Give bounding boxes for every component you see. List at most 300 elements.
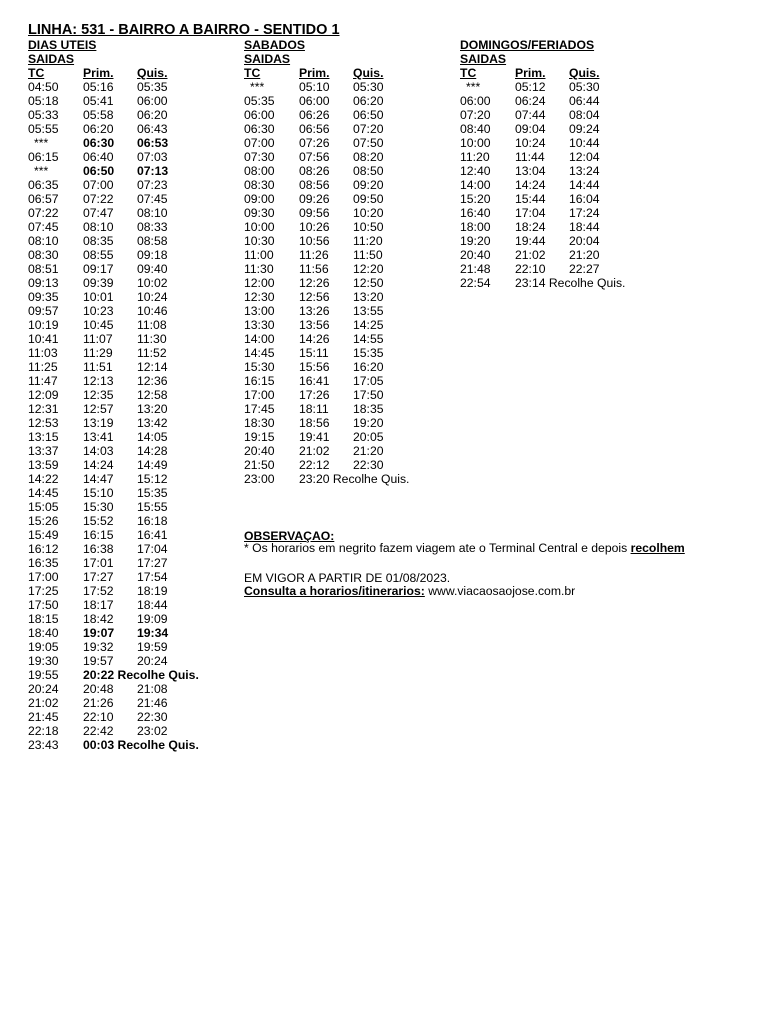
- prim-cell: 05:58: [83, 108, 114, 122]
- schedule-row: [244, 192, 384, 206]
- quis-cell: 10:02: [137, 276, 168, 290]
- quis-cell: 06:20: [137, 108, 168, 122]
- schedule-row: [460, 122, 600, 136]
- tc-cell: 06:00: [460, 94, 491, 108]
- tc-cell: 09:30: [244, 206, 275, 220]
- header-quis: Quis.: [137, 66, 168, 80]
- prim-cell: 21:02: [515, 248, 546, 262]
- schedule-row: [244, 444, 384, 458]
- prim-cell: 15:56: [299, 360, 330, 374]
- prim-cell: 22:12: [299, 458, 330, 472]
- quis-cell: 08:58: [137, 234, 168, 248]
- tc-cell: 15:30: [244, 360, 275, 374]
- tc-cell: 13:59: [28, 458, 59, 472]
- quis-cell: 17:24: [569, 206, 600, 220]
- prim-cell: 18:11: [299, 402, 329, 416]
- saidas-label: SAIDAS: [28, 52, 75, 66]
- quis-cell: 07:20: [353, 122, 384, 136]
- quis-cell: 17:04: [137, 542, 168, 556]
- tc-cell: 22:54: [460, 276, 491, 290]
- tc-cell: 23:43: [28, 738, 59, 752]
- tc-cell: 18:30: [244, 416, 275, 430]
- prim-cell: 21:26: [83, 696, 114, 710]
- quis-cell: 16:41: [137, 528, 168, 542]
- schedule-row: [28, 738, 199, 752]
- quis-cell: 19:09: [137, 612, 168, 626]
- header-tc: TC: [460, 66, 477, 80]
- quis-cell: 19:59: [137, 640, 168, 654]
- quis-cell: 15:35: [353, 346, 384, 360]
- prim-cell: 11:26: [299, 248, 329, 262]
- quis-cell: 14:55: [353, 332, 384, 346]
- schedule-row: [28, 290, 168, 304]
- prim-cell: 10:01: [83, 290, 114, 304]
- prim-cell: 15:11: [299, 346, 329, 360]
- tc-cell: 12:09: [28, 388, 59, 402]
- tc-cell: 17:00: [28, 570, 59, 584]
- schedule-row: [244, 402, 384, 416]
- tc-cell: 21:02: [28, 696, 59, 710]
- schedule-row: [460, 108, 600, 122]
- tc-cell: 15:20: [460, 192, 491, 206]
- tc-cell: 11:03: [28, 346, 58, 360]
- prim-cell: 11:07: [83, 332, 113, 346]
- schedule-row: [28, 206, 168, 220]
- schedule-row: [460, 262, 600, 276]
- header-prim: Prim.: [299, 66, 330, 80]
- tc-cell: 10:19: [28, 318, 59, 332]
- prim-cell: 07:47: [83, 206, 114, 220]
- tc-cell: 13:15: [28, 430, 59, 444]
- prim-cell: 12:13: [83, 374, 114, 388]
- schedule-rows: [244, 80, 410, 486]
- quis-cell: 22:30: [353, 458, 384, 472]
- tc-cell: 08:00: [244, 164, 275, 178]
- tc-cell: 17:00: [244, 388, 275, 402]
- prim-cell: 22:10: [515, 262, 546, 276]
- consulta-label: Consulta a horarios/itinerarios:: [244, 584, 425, 598]
- tc-cell: 09:57: [28, 304, 59, 318]
- quis-cell: 10:44: [569, 136, 600, 150]
- quis-cell: 21:08: [137, 682, 168, 696]
- prim-cell: 21:02: [299, 444, 330, 458]
- quis-cell: 13:20: [353, 290, 384, 304]
- prim-cell: 13:56: [299, 318, 330, 332]
- tc-cell: 04:50: [28, 80, 59, 94]
- quis-cell: 11:50: [353, 248, 383, 262]
- tc-cell: 13:30: [244, 318, 275, 332]
- prim-cell: 09:56: [299, 206, 330, 220]
- header-quis: Quis.: [353, 66, 384, 80]
- quis-cell: 08:10: [137, 206, 168, 220]
- schedule-row: [28, 528, 168, 542]
- schedule-row: [244, 80, 384, 94]
- schedule-row: [28, 570, 168, 584]
- prim-cell: 10:26: [299, 220, 330, 234]
- tc-cell: 05:33: [28, 108, 59, 122]
- tc-cell: 06:30: [244, 122, 275, 136]
- tc-cell: 21:50: [244, 458, 275, 472]
- prim-cell: 05:10: [299, 80, 330, 94]
- quis-cell: 17:50: [353, 388, 384, 402]
- schedule-row: [244, 388, 384, 402]
- schedule-row: [28, 304, 168, 318]
- quis-cell: 12:58: [137, 388, 168, 402]
- prim-cell: 05:41: [83, 94, 114, 108]
- quis-cell: 09:50: [353, 192, 384, 206]
- schedule-rows: [28, 80, 199, 752]
- quis-cell: 20:24: [137, 654, 168, 668]
- prim-cell: 17:27: [83, 570, 114, 584]
- prim-cell: 10:24: [515, 136, 546, 150]
- tc-cell: 10:41: [28, 332, 59, 346]
- prim-cell: 18:42: [83, 612, 114, 626]
- prim-cell: 18:24: [515, 220, 546, 234]
- schedule-row: [460, 234, 600, 248]
- prim-cell: 20:22 Recolhe Quis.: [83, 668, 199, 682]
- tc-cell: 12:30: [244, 290, 275, 304]
- tc-cell: ***: [250, 80, 265, 94]
- schedule-row: [28, 262, 168, 276]
- tc-cell: 19:30: [28, 654, 59, 668]
- schedule-row: [28, 654, 168, 668]
- schedule-row: [28, 486, 168, 500]
- prim-cell: 15:10: [83, 486, 114, 500]
- prim-cell: 15:52: [83, 514, 114, 528]
- quis-cell: 09:20: [353, 178, 384, 192]
- quis-cell: 21:46: [137, 696, 168, 710]
- tc-cell: 11:20: [460, 150, 490, 164]
- schedule-row: [28, 514, 168, 528]
- quis-cell: 12:04: [569, 150, 600, 164]
- schedule-row: [28, 374, 168, 388]
- schedule-row: [28, 668, 199, 682]
- schedule-row: [28, 388, 168, 402]
- column-header-row: [460, 66, 600, 80]
- schedule-row: [460, 220, 600, 234]
- tc-cell: 09:35: [28, 290, 59, 304]
- schedule-row: [460, 192, 600, 206]
- quis-cell: 11:30: [137, 332, 167, 346]
- schedule-row: [28, 430, 168, 444]
- quis-cell: 16:20: [353, 360, 384, 374]
- tc-cell: 15:49: [28, 528, 59, 542]
- prim-cell: 11:51: [83, 360, 113, 374]
- prim-cell: 08:56: [299, 178, 330, 192]
- tc-cell: 10:00: [244, 220, 275, 234]
- header-tc: TC: [28, 66, 45, 80]
- note-text: * Os horarios em negrito fazem viagem ate o Terminal Central e depois: [244, 541, 631, 555]
- quis-cell: 09:40: [137, 262, 168, 276]
- quis-cell: 09:18: [137, 248, 168, 262]
- tc-cell: 20:40: [460, 248, 491, 262]
- prim-cell: 12:57: [83, 402, 114, 416]
- tc-cell: 13:37: [28, 444, 59, 458]
- tc-cell: 06:57: [28, 192, 59, 206]
- prim-cell: 13:26: [299, 304, 330, 318]
- prim-cell: 14:03: [83, 444, 114, 458]
- schedule-row: [244, 262, 384, 276]
- schedule-row: [28, 248, 168, 262]
- prim-cell: 05:16: [83, 80, 114, 94]
- tc-cell: 10:00: [460, 136, 491, 150]
- prim-cell: 08:10: [83, 220, 114, 234]
- prim-cell: 19:57: [83, 654, 114, 668]
- prim-cell: 11:29: [83, 346, 113, 360]
- schedule-row: [244, 276, 384, 290]
- quis-cell: 14:25: [353, 318, 384, 332]
- tc-cell: 12:53: [28, 416, 59, 430]
- quis-cell: 06:00: [137, 94, 168, 108]
- schedule-row: [28, 360, 168, 374]
- schedule-row: [460, 206, 600, 220]
- schedule-row: [460, 178, 600, 192]
- quis-cell: 06:20: [353, 94, 384, 108]
- schedule-row: [28, 472, 168, 486]
- quis-cell: 22:27: [569, 262, 600, 276]
- schedule-row: [244, 332, 384, 346]
- column-header-row: [244, 66, 384, 80]
- prim-cell: 06:20: [83, 122, 114, 136]
- section-label: DOMINGOS/FERIADOS: [460, 38, 595, 52]
- schedule-row: [460, 276, 626, 290]
- prim-cell: 14:26: [299, 332, 330, 346]
- tc-cell: 16:12: [28, 542, 59, 556]
- schedule-row: [28, 220, 168, 234]
- quis-cell: 15:55: [137, 500, 168, 514]
- quis-cell: 10:50: [353, 220, 384, 234]
- tc-cell: 06:35: [28, 178, 59, 192]
- quis-cell: 12:50: [353, 276, 384, 290]
- schedule-row: [244, 164, 384, 178]
- tc-cell: 13:00: [244, 304, 275, 318]
- quis-cell: 18:44: [569, 220, 600, 234]
- prim-cell: 06:56: [299, 122, 330, 136]
- prim-cell: 19:07: [83, 626, 115, 640]
- prim-cell: 18:17: [83, 598, 114, 612]
- schedule-row: [28, 318, 167, 332]
- saidas-label: SAIDAS: [460, 52, 507, 66]
- tc-cell: 11:25: [28, 360, 58, 374]
- tc-cell: 09:13: [28, 276, 59, 290]
- schedule-row: [28, 346, 167, 360]
- tc-cell: 18:00: [460, 220, 491, 234]
- tc-cell: 20:24: [28, 682, 59, 696]
- prim-cell: 09:39: [83, 276, 114, 290]
- quis-cell: 06:50: [353, 108, 384, 122]
- schedule-row: [244, 150, 384, 164]
- schedule-row: [460, 94, 600, 108]
- prim-cell: 07:22: [83, 192, 114, 206]
- observacao-note: [244, 541, 724, 555]
- prim-cell: 23:20 Recolhe Quis.: [299, 472, 410, 486]
- quis-cell: 23:02: [137, 724, 168, 738]
- prim-cell: 19:41: [299, 430, 330, 444]
- prim-cell: 10:45: [83, 318, 114, 332]
- schedule-row: [28, 164, 169, 178]
- prim-cell: 06:30: [83, 136, 115, 150]
- tc-cell: 05:35: [244, 94, 275, 108]
- prim-cell: 07:44: [515, 108, 546, 122]
- tc-cell: 11:47: [28, 374, 58, 388]
- quis-cell: 06:44: [569, 94, 600, 108]
- schedule-row: [244, 220, 384, 234]
- prim-cell: 16:38: [83, 542, 114, 556]
- schedule-row: [244, 430, 384, 444]
- quis-cell: 18:44: [137, 598, 168, 612]
- prim-cell: 07:56: [299, 150, 330, 164]
- schedule-row: [28, 612, 168, 626]
- tc-cell: 22:18: [28, 724, 59, 738]
- schedule-row: [244, 458, 384, 472]
- quis-cell: 07:45: [137, 192, 168, 206]
- tc-cell: 11:30: [244, 262, 274, 276]
- schedule-row: [28, 724, 168, 738]
- quis-cell: 14:44: [569, 178, 600, 192]
- prim-cell: 06:40: [83, 150, 114, 164]
- tc-cell: 14:22: [28, 472, 59, 486]
- schedule-row: [28, 234, 168, 248]
- schedule-row: [460, 80, 600, 94]
- schedule-row: [244, 416, 384, 430]
- prim-cell: 11:56: [299, 262, 329, 276]
- quis-cell: 11:52: [137, 346, 167, 360]
- tc-cell: 14:45: [28, 486, 59, 500]
- tc-cell: 19:15: [244, 430, 275, 444]
- tc-cell: 08:30: [244, 178, 275, 192]
- prim-cell: 06:24: [515, 94, 546, 108]
- quis-cell: 16:04: [569, 192, 600, 206]
- prim-cell: 12:35: [83, 388, 114, 402]
- prim-cell: 15:44: [515, 192, 546, 206]
- schedule-row: [28, 416, 168, 430]
- schedule-row: [28, 542, 168, 556]
- quis-cell: 14:28: [137, 444, 168, 458]
- note-bold: recolhem: [630, 541, 685, 555]
- quis-cell: 08:50: [353, 164, 384, 178]
- quis-cell: 12:20: [353, 262, 384, 276]
- tc-cell: 18:15: [28, 612, 59, 626]
- page-title: LINHA: 531 - BAIRRO A BAIRRO - SENTIDO 1: [28, 22, 340, 38]
- tc-cell: 15:05: [28, 500, 59, 514]
- tc-cell: 23:00: [244, 472, 275, 486]
- quis-cell: 07:50: [353, 136, 384, 150]
- section-label: SABADOS: [244, 38, 305, 52]
- schedule-row: [28, 626, 169, 640]
- quis-cell: 13:20: [137, 402, 168, 416]
- schedule-row: [28, 584, 168, 598]
- quis-cell: 10:24: [137, 290, 168, 304]
- prim-cell: 17:01: [83, 556, 114, 570]
- tc-cell: 05:18: [28, 94, 59, 108]
- quis-cell: 07:03: [137, 150, 168, 164]
- schedule-row: [244, 360, 384, 374]
- schedule-row: [28, 136, 169, 150]
- saidas-label: SAIDAS: [244, 52, 291, 66]
- tc-cell: 16:15: [244, 374, 275, 388]
- prim-cell: 22:10: [83, 710, 114, 724]
- section-sabados: [244, 38, 410, 486]
- quis-cell: 22:30: [137, 710, 168, 724]
- consulta-line: [244, 584, 575, 598]
- header-prim: Prim.: [515, 66, 546, 80]
- quis-cell: 13:55: [353, 304, 384, 318]
- prim-cell: 08:55: [83, 248, 114, 262]
- schedule-row: [244, 122, 384, 136]
- quis-cell: 08:33: [137, 220, 168, 234]
- prim-cell: 14:24: [83, 458, 114, 472]
- tc-cell: 07:45: [28, 220, 59, 234]
- schedule-row: [28, 122, 168, 136]
- quis-cell: 16:18: [137, 514, 168, 528]
- tc-cell: 12:40: [460, 164, 491, 178]
- quis-cell: 06:43: [137, 122, 168, 136]
- schedule-row: [28, 500, 168, 514]
- quis-cell: 15:35: [137, 486, 168, 500]
- prim-cell: 14:24: [515, 178, 546, 192]
- schedule-row: [28, 598, 168, 612]
- tc-cell: 21:48: [460, 262, 491, 276]
- quis-cell: 17:05: [353, 374, 384, 388]
- tc-cell: 07:22: [28, 206, 59, 220]
- quis-cell: 12:14: [137, 360, 168, 374]
- tc-cell: 17:25: [28, 584, 59, 598]
- quis-cell: 17:54: [137, 570, 168, 584]
- tc-cell: 07:20: [460, 108, 491, 122]
- schedule-row: [244, 248, 383, 262]
- tc-cell: 17:45: [244, 402, 275, 416]
- tc-cell: 06:15: [28, 150, 59, 164]
- schedule-row: [28, 458, 168, 472]
- tc-cell: 15:26: [28, 514, 59, 528]
- header-tc: TC: [244, 66, 261, 80]
- schedule-row: [28, 332, 167, 346]
- quis-cell: 08:04: [569, 108, 600, 122]
- tc-cell: 08:10: [28, 234, 59, 248]
- quis-cell: 05:30: [353, 80, 384, 94]
- quis-cell: 14:05: [137, 430, 168, 444]
- prim-cell: 17:04: [515, 206, 546, 220]
- quis-cell: 20:04: [569, 234, 600, 248]
- quis-cell: 08:20: [353, 150, 384, 164]
- prim-cell: 06:50: [83, 164, 115, 178]
- quis-cell: 07:13: [137, 164, 169, 178]
- schedule-row: [460, 136, 600, 150]
- quis-cell: 15:12: [137, 472, 168, 486]
- quis-cell: 14:49: [137, 458, 168, 472]
- prim-cell: 14:47: [83, 472, 114, 486]
- tc-cell: 19:05: [28, 640, 59, 654]
- quis-cell: 10:46: [137, 304, 168, 318]
- section-domingos-feriados: [460, 38, 626, 290]
- prim-cell: 06:00: [299, 94, 330, 108]
- schedule-row: [244, 178, 384, 192]
- prim-cell: 08:26: [299, 164, 330, 178]
- schedule-row: [28, 178, 168, 192]
- tc-cell: 14:45: [244, 346, 275, 360]
- prim-cell: 10:56: [299, 234, 330, 248]
- tc-cell: ***: [34, 164, 49, 178]
- schedule-row: [244, 234, 383, 248]
- prim-cell: 19:44: [515, 234, 546, 248]
- prim-cell: 00:03 Recolhe Quis.: [83, 738, 199, 752]
- prim-cell: 13:04: [515, 164, 546, 178]
- quis-cell: 21:20: [569, 248, 600, 262]
- prim-cell: 09:17: [83, 262, 114, 276]
- tc-cell: 14:00: [460, 178, 491, 192]
- vigor-date: EM VIGOR A PARTIR DE 01/08/2023.: [244, 571, 451, 585]
- schedule-row: [28, 94, 168, 108]
